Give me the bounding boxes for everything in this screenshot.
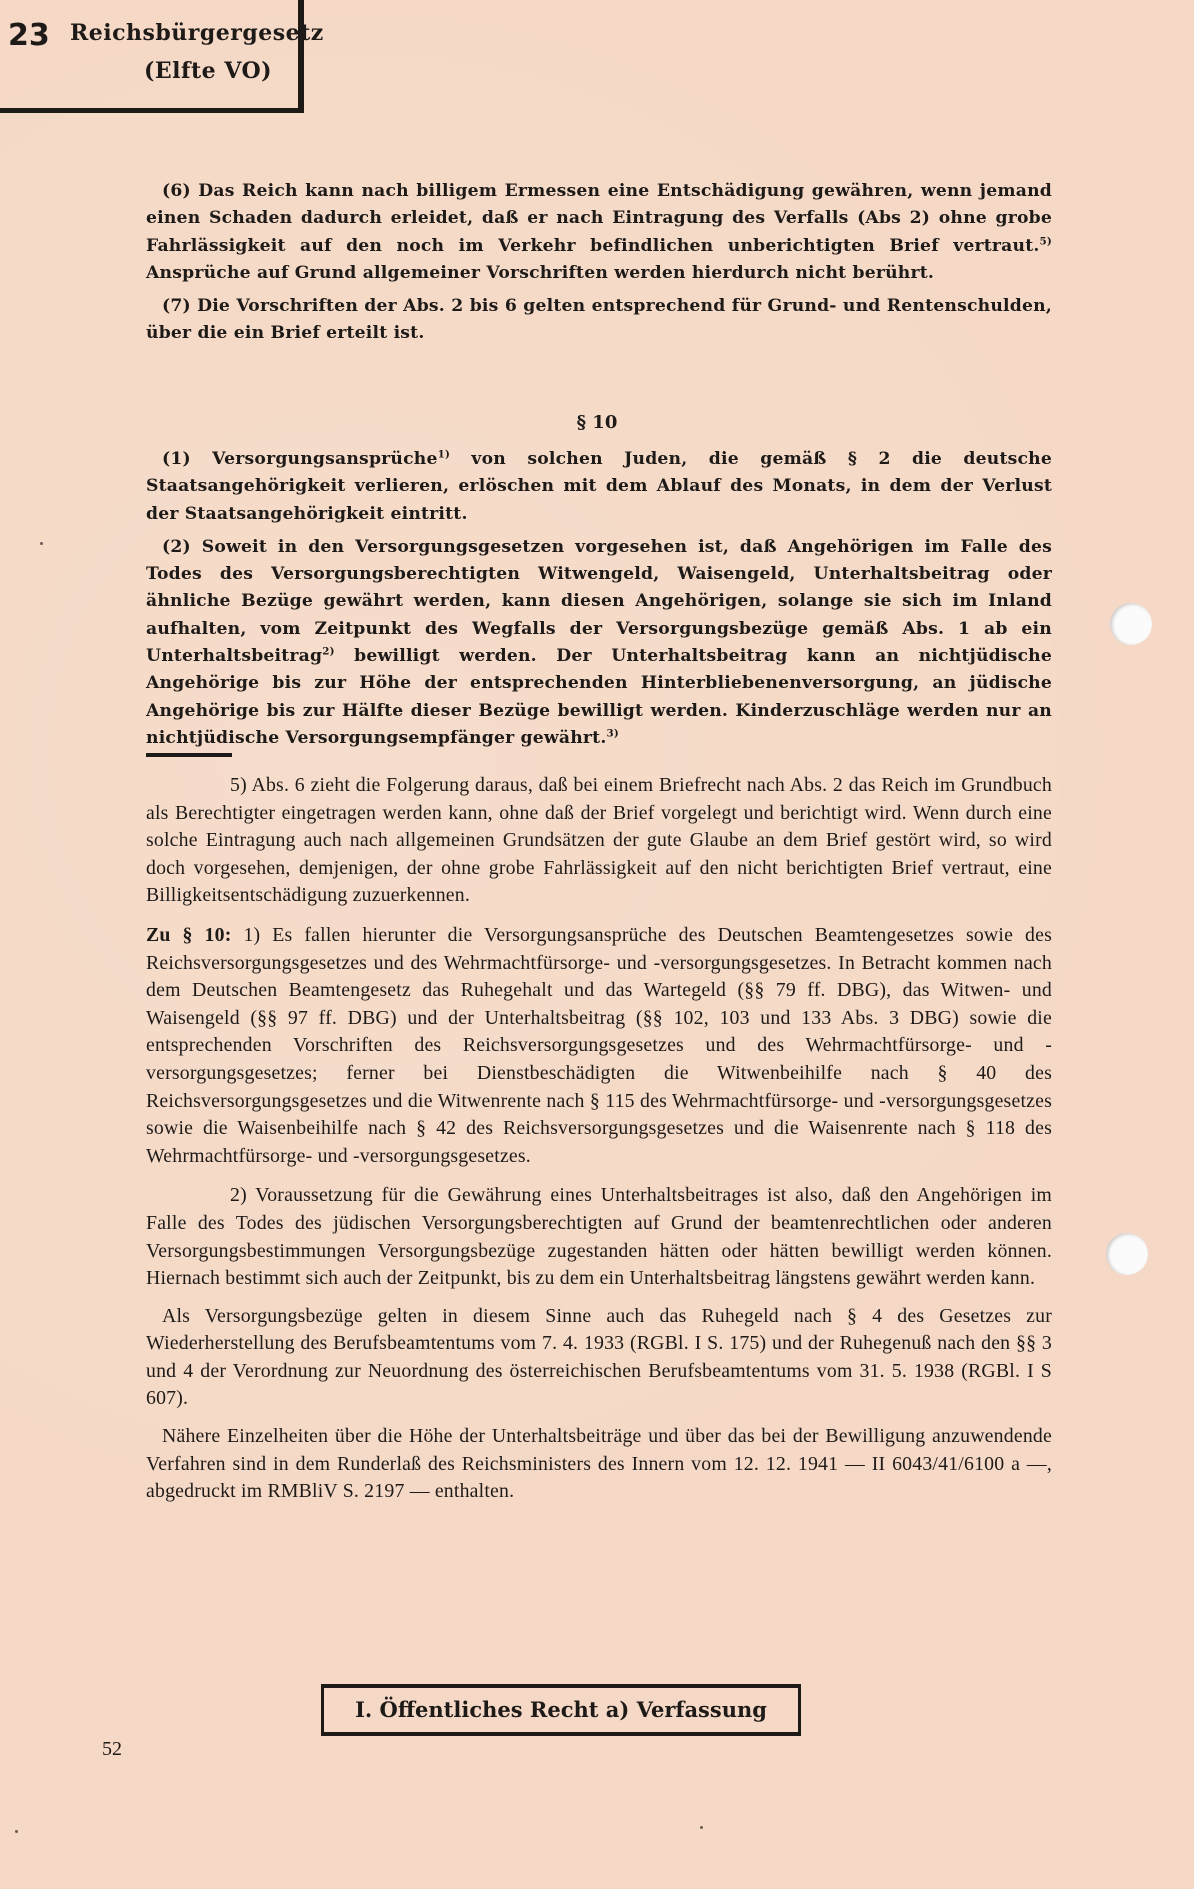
footnote-separator [146,753,232,757]
section-heading: § 10 [576,412,618,433]
footnote-zu-10-1: Zu § 10: 1) Es fallen hierunter die Versorgungsansprüche des Deutschen Beamtengesetzes sowie des Reichsversorgungsgesetzes und des Wehrmachtfürsorge- und -versorgungsgesetzes. In Betracht kommen nach dem Deutschen Beamtengesetz das Ruhegehalt und das Wartegeld (§§ 79 ff. DBG), das Witwen- und Waisengeld (§§ 97 ff. DBG) und der Unterhaltsbeitrag (§§ 102, 103 und 133 Abs. 3 DBG) sowie die entsprechenden Vorschriften des Reichsversorgungsgesetzes und des Wehrmachtfürsorge- und -versorgungsgesetzes; ferner bei Dienstbeschädigten die Witwenbeihilfe nach § 40 des Reichsversorgungsgesetzes und die Witwenrente nach § 115 des Wehrmachtfürsorge- und -versorgungsgesetzes sowie die Waisenbeihilfe nach § 42 des Reichsversorgungsgesetzes und die Waisenrente nach § 118 des Wehrmachtfürsorge- und -versorgungsgesetzes. [146,923,1052,1167]
law-text-block-1 [146,178,1052,348]
footnote-ref: 5) [1039,234,1052,247]
header-box [0,0,324,113]
punch-hole [1110,603,1152,645]
section-10-paragraph-1: (1) Versorgungsansprüche$^{1)}$ von solchen Juden, die gemäß § 2 die deutsche Staatsangehörigkeit verlieren, erlöschen mit dem Ablauf des Monats, in dem der Verlust der Staatsangehörigkeit eintritt. [146,448,1052,524]
punch-hole [1106,1233,1148,1275]
page-number: 52 [102,1738,122,1760]
footnote-zu-10-4: Nähere Einzelheiten über die Höhe der Unterhaltsbeiträge und über das bei der Bewilligung anzuwendende Verfahren sind in dem Runderlaß des Reichsministers des Innern vom 12. 12. 1941 — II 6043/41/6100 a —, abgedruckt im RMBliV S. 2197 — enthalten. [146,1425,1052,1503]
footnote-ref: 1) [437,448,451,461]
paper-speck [15,1830,18,1833]
footnote-label: Zu § 10: [146,923,232,946]
law-subtitle: (Elfte VO) [144,58,273,84]
section-category-box: I. Öffentliches Recht a) Verfassung [321,1684,801,1736]
paragraph-7: (7) Die Vorschriften der Abs. 2 bis 6 gelten entsprechend für Grund- und Rentenschulden, über die ein Brief erteilt ist. [146,296,1052,344]
paper-speck [40,542,43,545]
footnote-zu-10-3: Als Versorgungsbezüge gelten in diesem Sinne auch das Ruhegeld nach § 4 des Gesetzes zur Wiederherstellung des Berufsbeamtentums vom 7. 4. 1933 (RGBl. I S. 175) und der Ruhegenuß nach den §§ 3 und 4 der Verordnung zur Neuordnung des österreichischen Berufsbeamtentums vom 31. 5. 1938 (RGBl. I S 607). [146,1304,1052,1410]
footnote-block [146,772,1052,1506]
footnote-ref: 2) [322,645,335,658]
footnote-ref: 3) [606,727,619,740]
footnote-zu-10-2: 2) Voraussetzung für die Gewährung eines Unterhaltsbeitrages ist also, daß den Angehörigen im Falle des Todes des jüdischen Versorgungsberechtigten auf Grund der beamtenrechtlichen oder anderen Versorgungsbestimmungen Versorgungsbezüge zugestanden hätten oder hätten bewilligt werden können. Hiernach bestimmt sich auch der Zeitpunkt, bis zu dem ein Unterhaltsbeitrag längstens gewährt werden kann. [146,1184,1052,1290]
paragraph-6: (6) Das Reich kann nach billigem Ermessen eine Entschädigung gewähren, wenn jemand einen Schaden dadurch erleidet, daß er nach Eintragung des Verfalls (Abs 2) ohne grobe Fahrlässigkeit auf den noch im Verkehr befindlichen unberichtigten Brief vertraut.$^{5)}$ Ansprüche auf Grund allgemeiner Vorschriften werden hierdurch nicht berührt. [146,181,1052,283]
section-10-paragraph-2: (2) Soweit in den Versorgungsgesetzen vorgesehen ist, daß Angehörigen im Falle des Todes des Versorgungsberechtigten Witwengeld, Waisengeld, Unterhaltsbeitrag oder ähnliche Bezüge gewährt werden, kann diesen Angehörigen, solange sie sich im Inland aufhalten, vom Zeitpunkt des Wegfalls der Versorgungsbezüge gemäß Abs. 1 ab ein Unterhaltsbeitrag$^{2)}$ bewilligt werden. Der Unterhaltsbeitrag kann an nichtjüdische Angehörige bis zur Höhe der entsprechenden Hinterbliebenenversorgung, an jüdische Angehörige bis zur Hälfte dieser Bezüge bewilligt werden. Kinderzuschläge werden nur an nichtjüdische Versorgungsempfänger gewährt.$^{3)}$ [146,536,1052,748]
law-title: Reichsbürgergesetz [70,20,324,46]
law-number: 23 [8,18,50,53]
law-text-block-2 [146,446,1052,752]
paper-speck [700,1826,703,1829]
footnote-5: 5) Abs. 6 zieht die Folgerung daraus, daß bei einem Briefrecht nach Abs. 2 das Reich im Grundbuch als Berechtigter eingetragen werden kann, ohne daß der Brief vorgelegt und berichtigt wird. Wenn durch eine solche Eintragung auch nach allgemeinen Grundsätzen der gute Glaube an dem Brief gestört wird, so wird doch vorgesehen, demjenigen, der ohne grobe Fahrlässigkeit auf den nicht berichtigten Brief vertraut, eine Billigkeitsentschädigung zuzuerkennen. [146,774,1052,907]
